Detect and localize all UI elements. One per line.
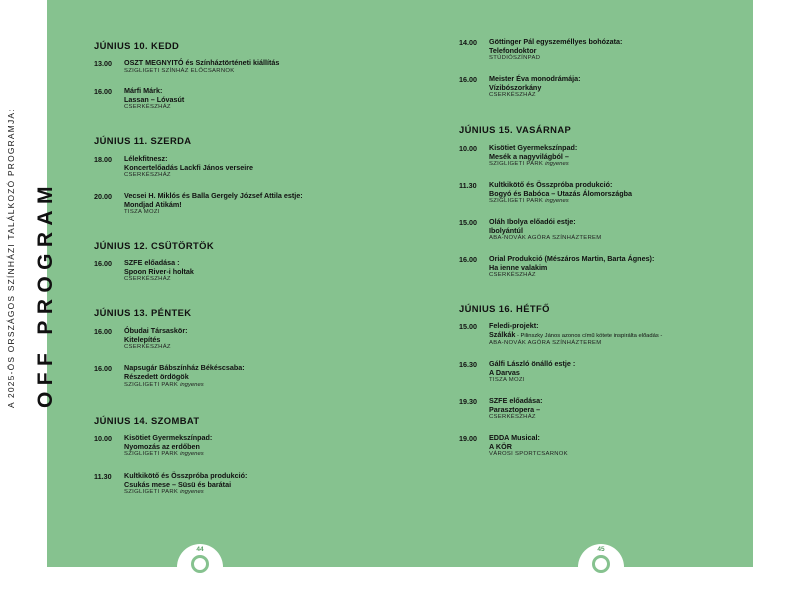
event-title: Göttinger Pál egyszeméllyes bohózata: — [489, 37, 623, 46]
page-number-tab-left — [177, 544, 223, 567]
event-subtitle: Csukás mese – Süsü és barátai — [124, 479, 232, 489]
event-subtitle: Lassan – Lóvasút — [124, 94, 185, 104]
event-subtitle: Mesék a nagyvilágból – — [489, 151, 569, 161]
program-title: OFF PROGRAM — [34, 180, 57, 408]
event-venue: CSERKÉSZHÁZ — [124, 344, 171, 351]
event-subtitle: Ha ienne valakim — [489, 262, 548, 272]
event-title: Gálfi László önálló estje : — [489, 359, 576, 368]
day-heading: JÚNIUS 16. HÉTFŐ — [459, 303, 550, 314]
event-time: 20.00 — [94, 192, 112, 201]
event-venue: CSERKÉSZHÁZ — [124, 104, 171, 111]
event-venue — [124, 451, 386, 458]
free-label: ingyenes — [545, 161, 569, 168]
event-title: Meister Éva monodrámája: — [489, 74, 581, 83]
venue-name: SZIGLIGETI PARK — [489, 161, 544, 168]
event-subtitle: Mondjad Atikám! — [124, 199, 182, 209]
event-venue — [124, 382, 386, 389]
event-title: Óbudai Társaskör: — [124, 326, 188, 335]
event-venue: CSERKÉSZHÁZ — [489, 414, 536, 421]
event-subtitle: A Darvas — [489, 367, 520, 377]
program-intro: A 2025-ÖS ORSZÁGOS SZÍNHÁZI TALÁLKOZÓ PROGRAMJA: — [6, 108, 16, 408]
event-subtitle: Nyomozás az erdőben — [124, 441, 200, 451]
event-subtitle: Ibolyántúl — [489, 225, 523, 235]
event-title: Kultkikötő és Összpróba produkció: — [124, 471, 248, 480]
event-time: 15.00 — [459, 322, 477, 331]
event-time: 11.30 — [459, 181, 477, 190]
event-venue: ABA-NOVÁK AGÓRA SZÍNHÁZTEREM — [489, 340, 602, 347]
event-venue: CSERKÉSZHÁZ — [124, 276, 171, 283]
venue-name: SZIGLIGETI PARK — [489, 198, 544, 205]
event-subtitle: Vízibószorkány — [489, 82, 542, 92]
event-subtitle-text: Szálkák — [489, 329, 516, 339]
event-time: 16.00 — [94, 327, 112, 336]
event-title: Orial Produkció (Mészáros Martin, Barta Ágnes): — [489, 254, 655, 263]
event-venue: CSERKÉSZHÁZ — [489, 92, 536, 99]
event-time: 15.00 — [459, 218, 477, 227]
day-heading: JÚNIUS 15. VASÁRNAP — [459, 124, 572, 135]
venue-name: SZIGLIGETI PARK — [124, 451, 179, 458]
event-venue — [489, 161, 751, 168]
event-venue — [124, 489, 386, 496]
day-heading: JÚNIUS 12. CSÜTÖRTÖK — [94, 240, 214, 251]
event-time: 16.30 — [459, 360, 477, 369]
ring-icon — [592, 555, 610, 573]
event-time: 10.00 — [94, 434, 112, 443]
event-title: Feledi-projekt: — [489, 321, 539, 330]
event-venue: ABA-NOVÁK AGÓRA SZÍNHÁZTEREM — [489, 235, 602, 242]
venue-name: SZIGLIGETI PARK — [124, 489, 179, 496]
event-title: SZFE előadása : — [124, 258, 180, 267]
event-subtitle: Részedett ördögök — [124, 371, 189, 381]
event-time: 19.00 — [459, 434, 477, 443]
free-label: ingyenes — [180, 382, 204, 389]
event-subtitle: Spoon River-i holtak — [124, 266, 194, 276]
event-venue: STÚDIÓSZÍNPAD — [489, 55, 541, 62]
event-venue: SZIGLIGETI SZÍNHÁZ ELŐCSARNOK — [124, 67, 235, 74]
day-heading: JÚNIUS 13. PÉNTEK — [94, 307, 192, 318]
free-label: ingyenes — [545, 198, 569, 205]
event-title: Kisötiet Gyermekszínpad: — [489, 143, 578, 152]
day-heading: JÚNIUS 14. SZOMBAT — [94, 415, 200, 426]
event-venue: CSERKÉSZHÁZ — [124, 172, 171, 179]
event-subtitle: Koncertelőadás Lackfi János verseire — [124, 162, 254, 172]
event-time: 10.00 — [459, 144, 477, 153]
event-title: Vecsei H. Miklós és Balla Gergely József Attila estje: — [124, 191, 303, 200]
event-time: 11.30 — [94, 472, 112, 481]
event-title: OSZT MEGNYITÓ és Színháztörténeti kiállítás — [124, 58, 280, 67]
free-label: ingyenes — [180, 451, 204, 458]
free-label: ingyenes — [180, 489, 204, 496]
event-subtitle: Kitelepítés — [124, 334, 161, 344]
event-subtitle: A KÖR — [489, 441, 512, 451]
event-time: 16.00 — [459, 75, 477, 84]
event-time: 16.00 — [94, 259, 112, 268]
event-title: Kisötiet Gyermekszínpad: — [124, 433, 213, 442]
event-time: 14.00 — [459, 38, 477, 47]
event-title: Napsugár Bábszínház Békéscsaba: — [124, 363, 245, 372]
page-number-tab-right — [578, 544, 624, 567]
event-time: 19.30 — [459, 397, 477, 406]
event-time: 16.00 — [459, 255, 477, 264]
event-subtitle: Bogyó és Babóca – Utazás Álomországba — [489, 188, 632, 198]
event-title: EDDA Musical: — [489, 433, 540, 442]
event-time: 13.00 — [94, 59, 112, 68]
event-title: SZFE előadása: — [489, 396, 543, 405]
event-time: 18.00 — [94, 155, 112, 164]
event-title: Lélekfitnesz: — [124, 154, 168, 163]
event-title: Kultkikötő és Összpróba produkció: — [489, 180, 613, 189]
event-subtitle: Parasztopera – — [489, 404, 541, 414]
event-title: Oláh Ibolya előadói estje: — [489, 217, 576, 226]
event-venue: VÁROSI SPORTCSARNOK — [489, 451, 568, 458]
event-note: - Pilinszky János azonos című kötete inspirálta előadás - — [515, 332, 663, 339]
ring-icon — [191, 555, 209, 573]
event-time: 16.00 — [94, 364, 112, 373]
event-venue: TISZA MOZI — [489, 377, 525, 384]
event-title: Márfi Márk: — [124, 86, 163, 95]
event-subtitle — [489, 331, 751, 341]
venue-name: SZIGLIGETI PARK — [124, 382, 179, 389]
day-heading: JÚNIUS 10. KEDD — [94, 40, 180, 51]
event-venue — [489, 198, 751, 205]
page-number: 44 — [196, 546, 204, 553]
event-subtitle: Telefondoktor — [489, 45, 537, 55]
event-venue: TISZA MOZI — [124, 209, 160, 216]
event-time: 16.00 — [94, 87, 112, 96]
event-venue: CSERKÉSZHÁZ — [489, 272, 536, 279]
day-heading: JÚNIUS 11. SZERDA — [94, 135, 192, 146]
page-number: 45 — [597, 546, 605, 553]
